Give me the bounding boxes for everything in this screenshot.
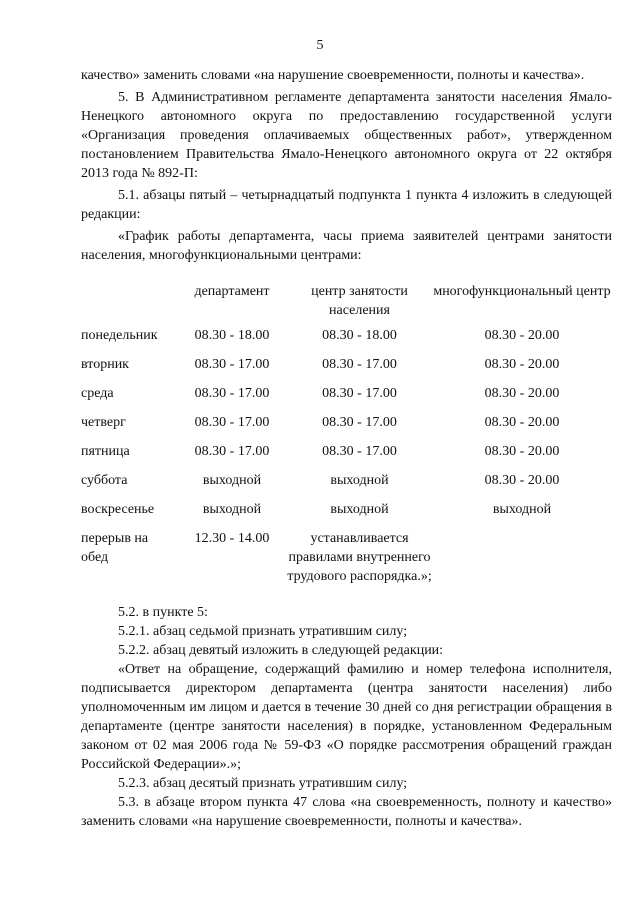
page-number: 5	[316, 38, 324, 53]
day-cell: пятница	[81, 444, 130, 459]
employment-center-hours: 08.30 - 17.00	[322, 415, 397, 430]
table-row	[81, 471, 612, 500]
department-hours: 08.30 - 17.00	[194, 415, 270, 430]
lunch-department-hours: 12.30 - 14.00	[194, 531, 270, 546]
paragraph-item-5-2-3: 5.2.3. абзац десятый признать утратившим силу;	[118, 776, 408, 791]
table-row	[81, 442, 612, 471]
mfc-hours: 08.30 - 20.00	[484, 415, 560, 430]
body-text-top	[81, 66, 612, 265]
day-cell: суббота	[81, 473, 128, 488]
header-mfc: многофункциональный центр	[433, 284, 611, 299]
schedule-header-row	[81, 282, 612, 326]
day-cell: четверг	[81, 415, 126, 430]
paragraph-item-5-2-1: 5.2.1. абзац седьмой признать утратившим силу;	[118, 624, 408, 639]
table-row	[81, 326, 612, 355]
paragraph-item-5-3: 5.3. в абзаце втором пункта 47 слова «на своевременность, полноту и качество» заменить словами «на нарушение своевременности, полноты и качества».	[81, 795, 612, 829]
header-empty	[81, 282, 177, 326]
day-cell: среда	[81, 386, 114, 401]
department-hours: 08.30 - 17.00	[194, 357, 270, 372]
schedule-table	[81, 282, 612, 609]
lunch-mfc-empty	[432, 529, 612, 609]
department-hours: выходной	[202, 473, 262, 488]
paragraph-schedule-intro: «График работы департамента, часы приема заявителей центрами занятости населения, многофункциональными центрами:	[81, 229, 612, 263]
mfc-hours: 08.30 - 20.00	[484, 357, 560, 372]
header-employment-center: центр занятости населения	[311, 284, 408, 318]
paragraph-item-5-2: 5.2. в пункте 5:	[118, 605, 208, 620]
paragraph-item-5: 5. В Административном регламенте департамента занятости населения Ямало-Ненецкого автономного округа по предоставлению государственной услуги «Организация проведения оплачиваемых общественных работ», утвержденном постановлением Правительства Ямало-Ненецкого автономного округа от 22 октября 2013 года № 892-П:	[81, 90, 612, 181]
mfc-hours: 08.30 - 20.00	[484, 444, 560, 459]
employment-center-hours: 08.30 - 17.00	[322, 444, 397, 459]
employment-center-hours: выходной	[330, 473, 389, 488]
table-row	[81, 413, 612, 442]
department-hours: 08.30 - 17.00	[194, 386, 270, 401]
table-row	[81, 355, 612, 384]
paragraph-item-5-1: 5.1. абзацы пятый – четырнадцатый подпункта 1 пункта 4 изложить в следующей редакции:	[81, 188, 612, 222]
paragraph-continuation: качество» заменить словами «на нарушение своевременности, полноты и качества».	[81, 68, 585, 83]
employment-center-hours: 08.30 - 17.00	[322, 357, 397, 372]
employment-center-hours: 08.30 - 18.00	[322, 328, 397, 343]
mfc-hours: 08.30 - 20.00	[484, 473, 560, 488]
mfc-hours: 08.30 - 20.00	[484, 328, 560, 343]
employment-center-hours: выходной	[330, 502, 389, 517]
body-text-bottom	[81, 603, 612, 831]
paragraph-response-text: «Ответ на обращение, содержащий фамилию и номер телефона исполнителя, подписывается директором департамента (центра занятости населения) либо уполномоченным им лицом и дается в течение 30 дней со дня регистрации обращения в департаменте (центре занятости населения) в порядке, установленном Федеральным законом от 02 мая 2006 года № 59-ФЗ «О порядке рассмотрения обращений граждан Российской Федерации».»;	[81, 662, 612, 772]
table-row	[81, 384, 612, 413]
header-department: департамент	[194, 284, 270, 299]
paragraph-item-5-2-2: 5.2.2. абзац девятый изложить в следующей редакции:	[118, 643, 444, 658]
mfc-hours: 08.30 - 20.00	[484, 386, 560, 401]
department-hours: 08.30 - 18.00	[194, 328, 270, 343]
employment-center-hours: 08.30 - 17.00	[322, 386, 397, 401]
department-hours: 08.30 - 17.00	[194, 444, 270, 459]
lunch-label: перерыв на обед	[81, 531, 149, 565]
department-hours: выходной	[202, 502, 262, 517]
day-cell: воскресенье	[81, 502, 155, 517]
lunch-employment-center-note: устанавливается правилами внутреннего трудового распорядка.»;	[287, 531, 432, 584]
table-row	[81, 500, 612, 529]
mfc-hours: выходной	[492, 502, 552, 517]
day-cell: понедельник	[81, 328, 158, 343]
table-row-lunch	[81, 529, 612, 609]
day-cell: вторник	[81, 357, 129, 372]
